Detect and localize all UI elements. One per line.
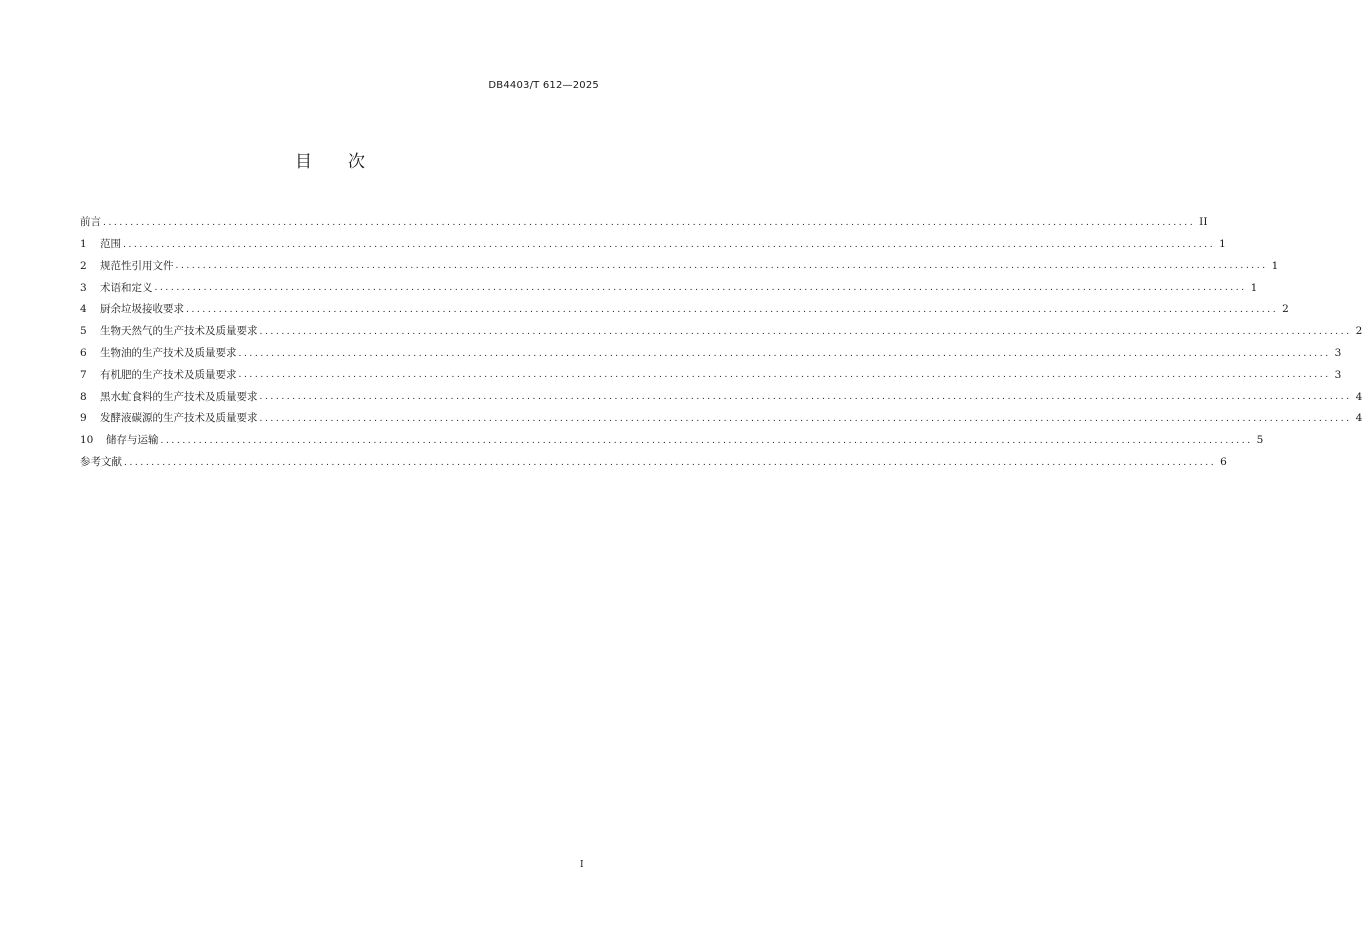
toc-entry[interactable] xyxy=(80,250,1279,272)
page-title xyxy=(0,147,662,172)
toc-entry-label: 生物天然气的生产技术及质量要求 xyxy=(100,325,258,338)
toc-dot-leader: ........................................................................................................................................................................................................ xyxy=(154,283,1247,294)
toc-entry-page: 5 xyxy=(1256,434,1264,447)
toc-entry-page: 6 xyxy=(1220,456,1227,469)
document-code: DB4403/T 612—2025 xyxy=(488,80,599,91)
toc-entry-label: 规范性引用文件 xyxy=(100,259,174,272)
toc-entry-page: 4 xyxy=(1355,390,1362,403)
toc-entry-number: 8 xyxy=(80,390,87,403)
toc-dot-leader: ........................................................................................................................................................................................................ xyxy=(259,326,1352,337)
toc-entry-label: 发酵液碳源的生产技术及质量要求 xyxy=(100,412,258,425)
toc-entry[interactable] xyxy=(80,337,1342,360)
toc-entry[interactable] xyxy=(80,402,1362,425)
toc-entry-number: 7 xyxy=(80,368,87,381)
toc-entry-page: 1 xyxy=(1250,281,1258,294)
toc-entry-page: 2 xyxy=(1355,325,1362,338)
title-char-1: 目 xyxy=(295,152,314,172)
toc-entry-number: 4 xyxy=(80,303,87,316)
toc-entry-page: 1 xyxy=(1219,238,1226,251)
toc-entry-number: 5 xyxy=(80,325,87,338)
toc-entry[interactable] xyxy=(80,206,1208,229)
toc-dot-leader: ........................................................................................................................................................................................................ xyxy=(123,239,1216,250)
toc-entry[interactable] xyxy=(80,359,1342,381)
toc-dot-leader: ........................................................................................................................................................................................................ xyxy=(238,348,1331,359)
toc-entry[interactable] xyxy=(80,293,1289,316)
toc-entry-label: 厨余垃圾接收要求 xyxy=(100,303,184,316)
toc-entry[interactable] xyxy=(80,315,1362,338)
toc-entry[interactable] xyxy=(80,228,1226,251)
toc-entry-label: 有机肥的生产技术及质量要求 xyxy=(100,368,237,381)
toc-entry-label: 范围 xyxy=(100,238,121,251)
toc-dot-leader: ........................................................................................................................................................................................................ xyxy=(259,392,1352,403)
toc-dot-leader: ........................................................................................................................................................................................................ xyxy=(259,413,1352,424)
toc-dot-leader: ........................................................................................................................................................................................................ xyxy=(160,435,1253,446)
toc-entry-page: 4 xyxy=(1355,412,1362,425)
toc-entry-label: 术语和定义 xyxy=(100,281,153,294)
toc-entry-label: 储存与运输 xyxy=(106,434,159,447)
toc-entry-page: 3 xyxy=(1334,347,1342,360)
toc-entry[interactable] xyxy=(80,271,1258,294)
page-number: I xyxy=(580,860,584,870)
toc-entry-number: 9 xyxy=(80,412,87,425)
toc-entry-number: 3 xyxy=(80,281,87,294)
toc-dot-leader: ........................................................................................................................................................................................................ xyxy=(186,304,1279,315)
toc-entry-label: 参考文献 xyxy=(80,456,122,469)
toc-entry-number: 2 xyxy=(80,259,87,272)
toc-dot-leader: ........................................................................................................................................................................................................ xyxy=(175,261,1268,272)
toc-entry-number: 10 xyxy=(80,434,94,447)
toc-entry-number: 1 xyxy=(80,238,87,251)
toc-entry-number: 6 xyxy=(80,347,87,360)
toc-entry-page: 3 xyxy=(1334,368,1342,381)
toc-entry-label: 前言 xyxy=(80,216,101,229)
toc-dot-leader: ........................................................................................................................................................................................................ xyxy=(238,370,1331,381)
title-char-2: 次 xyxy=(348,152,367,172)
table-of-contents xyxy=(80,206,1362,469)
toc-dot-leader: ........................................................................................................................................................................................................ xyxy=(103,217,1196,228)
toc-entry[interactable] xyxy=(80,446,1227,469)
toc-entry[interactable] xyxy=(80,380,1362,403)
toc-dot-leader: ........................................................................................................................................................................................................ xyxy=(124,457,1217,468)
toc-entry-page: 2 xyxy=(1282,303,1289,316)
toc-entry-label: 生物油的生产技术及质量要求 xyxy=(100,347,237,360)
toc-entry-label: 黑水虻食料的生产技术及质量要求 xyxy=(100,390,258,403)
toc-entry[interactable] xyxy=(80,424,1264,447)
toc-entry-page: II xyxy=(1199,216,1208,229)
toc-entry-page: 1 xyxy=(1271,259,1279,272)
